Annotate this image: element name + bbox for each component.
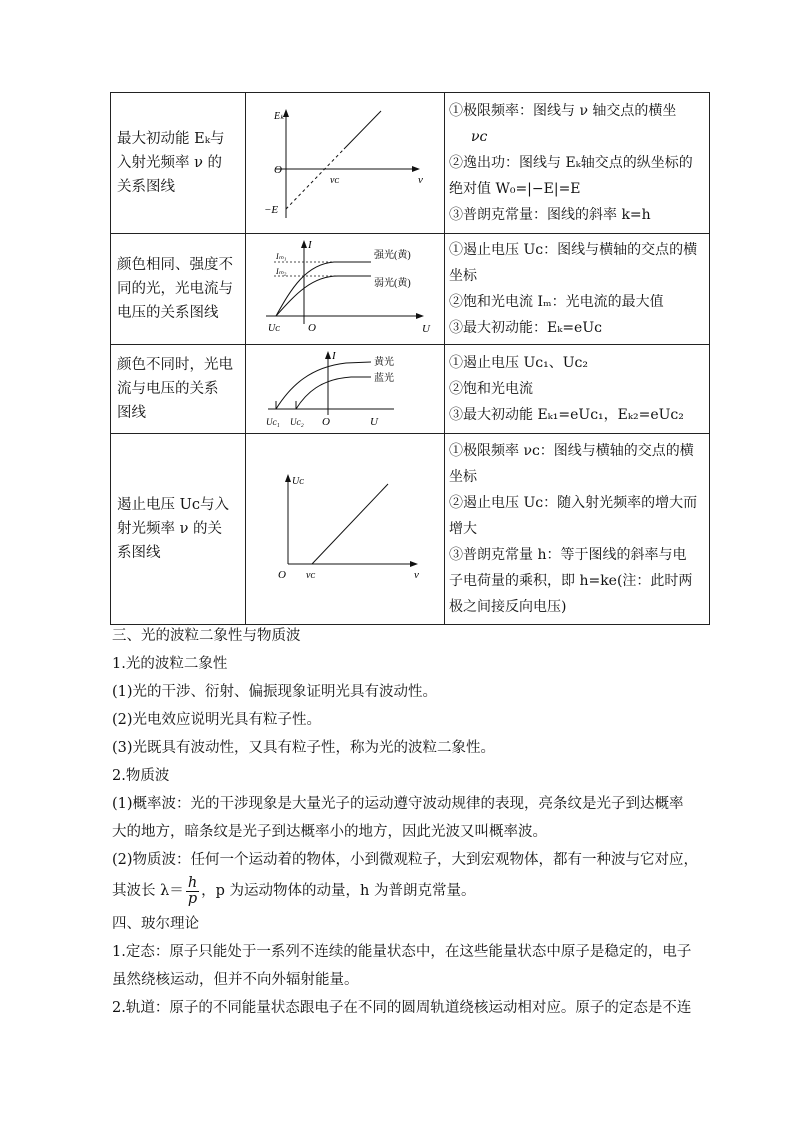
- description-line: ②饱和光电流: [449, 381, 533, 397]
- origin-label: O: [278, 569, 286, 581]
- description-line: ①遏止电压 Uᴄ₁、Uᴄ₂: [449, 355, 588, 371]
- origin-label: O: [322, 416, 330, 428]
- fraction-denominator: p: [187, 890, 198, 907]
- y-intercept-label: −E: [264, 204, 279, 216]
- table-row: [111, 234, 710, 345]
- ek-line: [344, 111, 381, 149]
- label-line: 颜色相同、强度不: [117, 257, 233, 273]
- description-line: 绝对值 W₀=|−E|=E: [449, 181, 581, 197]
- yellow-light-label: 黄光: [374, 357, 394, 368]
- stopping-voltage-1-label: Uᴄ₁: [266, 417, 280, 427]
- paragraph: (3)光既具有波动性，又具有粒子性，称为光的波粒二象性。: [112, 740, 496, 756]
- row-label: [111, 234, 246, 345]
- paragraph: (2)物质波：任何一个运动着的物体，小到微观粒子，大到宏观物体，都有一种波与它对应，: [112, 852, 699, 868]
- paragraph: 1.定态：原子只能处于一系列不连续的能量状态中，在这些能量状态中原子是稳定的，电子: [112, 944, 692, 960]
- uc-line: [312, 484, 388, 564]
- x-axis-arrow: [412, 166, 420, 172]
- description-line: 增大: [449, 521, 477, 537]
- section-4-title: 四、玻尔理论: [112, 916, 199, 932]
- description-line: ③最大初动能 Eₖ₁=eUᴄ₁，Eₖ₂=eUᴄ₂: [449, 407, 684, 423]
- label-line: 射光频率 ν 的关: [117, 521, 223, 537]
- weak-light-label: 弱光(黄): [374, 278, 411, 289]
- description-line: 坐标: [449, 268, 477, 284]
- h-over-p-fraction: [186, 876, 199, 907]
- stopping-voltage-label: Uᴄ: [268, 323, 280, 334]
- y-axis-label: I: [308, 239, 312, 251]
- saturation-current-1-label: Iₘ₁: [276, 252, 287, 261]
- strong-light-curve: [276, 262, 371, 316]
- weak-light-curve: [276, 276, 371, 316]
- yellow-light-curve: [276, 362, 371, 409]
- label-line: 入射光频率 ν 的: [117, 155, 223, 171]
- body-text: [112, 626, 699, 1018]
- table-row: [111, 345, 710, 434]
- y-axis-arrow: [325, 351, 331, 359]
- description-line: ①极限频率 νᴄ：图线与横轴的交点的横: [449, 443, 694, 459]
- description-cell: [445, 345, 710, 434]
- paragraph: (1)光的干涉、衍射、偏振现象证明光具有波动性。: [112, 684, 438, 700]
- description-line: ②饱和光电流 Iₘ：光电流的最大值: [449, 294, 664, 310]
- paragraph: 大的地方，暗条纹是光子到达概率小的地方，因此光波又叫概率波。: [112, 824, 547, 840]
- label-line: 系图线: [117, 545, 161, 561]
- label-line: 电压的关系图线: [117, 305, 219, 321]
- cutoff-frequency-label: νᴄ: [306, 570, 315, 581]
- x-intercept-label: νᴄ: [330, 175, 339, 186]
- current-vs-voltage-intensity-graph: [246, 234, 444, 344]
- description-cell: [445, 93, 710, 234]
- origin-label: O: [274, 164, 282, 176]
- ek-vs-frequency-graph: [246, 93, 444, 233]
- description-line: ③最大初动能：Eₖ=eUᴄ: [449, 320, 602, 336]
- table-row: [111, 93, 710, 234]
- x-axis-arrow: [416, 313, 424, 319]
- label-line: 关系图线: [117, 179, 175, 195]
- graph-cell: [246, 434, 445, 625]
- label-line: 颜色不同时，光电: [117, 357, 233, 373]
- formula-suffix: ，p 为运动物体的动量，h 为普朗克常量。: [201, 883, 476, 899]
- fraction-numerator: h: [187, 874, 198, 891]
- description-cell: [445, 434, 710, 625]
- saturation-current-2-label: Iₘ₂: [276, 267, 287, 276]
- origin-label: O: [308, 322, 316, 334]
- description-line: 极之间接反向电压): [449, 599, 567, 615]
- label-line: 最大初动能 Eₖ与: [117, 131, 225, 147]
- y-axis-label: Uᴄ: [292, 476, 304, 487]
- blue-light-curve: [296, 377, 371, 409]
- x-axis-label: U: [370, 416, 378, 428]
- description-line: 子电荷量的乘积，即 h=ke(注：此时两: [449, 573, 693, 589]
- description-line: ③普朗克常量 h：等于图线的斜率与电: [449, 547, 687, 563]
- current-vs-voltage-color-graph: [246, 345, 444, 433]
- strong-light-label: 强光(黄): [374, 250, 411, 261]
- y-axis-label: Eₖ: [274, 111, 285, 122]
- graph-cell: [246, 345, 445, 434]
- row-label: [111, 434, 246, 625]
- paragraph: 虽然绕核运动，但并不向外辐射能量。: [112, 972, 359, 988]
- y-axis-arrow: [301, 240, 307, 248]
- label-line: 遏止电压 Uᴄ与入: [117, 497, 229, 513]
- description-line: ①极限频率：图线与 ν 轴交点的横坐: [449, 103, 677, 119]
- wavelength-formula-line: [112, 874, 692, 908]
- description-line: ③普朗克常量：图线的斜率 k=h: [449, 207, 651, 223]
- paragraph: (2)光电效应说明光具有粒子性。: [112, 712, 322, 728]
- description-cell: [445, 234, 710, 345]
- row-label: [111, 345, 246, 434]
- x-axis-arrow: [410, 561, 418, 567]
- description-line: ②逸出功：图线与 Eₖ轴交点的纵坐标的: [449, 155, 693, 171]
- description-line: 坐标: [449, 469, 477, 485]
- subsection-title: 1.光的波粒二象性: [112, 656, 228, 672]
- label-line: 图线: [117, 405, 146, 421]
- paragraph: 2.轨道：原子的不同能量状态跟电子在不同的圆周轨道绕核运动相对应。原子的定态是不连: [112, 1000, 692, 1016]
- description-line: ②遏止电压 Uᴄ：随入射光频率的增大而: [449, 495, 698, 511]
- description-line: νᴄ: [471, 129, 488, 145]
- x-axis-label: U: [422, 323, 430, 335]
- graph-cell: [246, 234, 445, 345]
- stopping-voltage-2-label: Uᴄ₂: [290, 417, 304, 427]
- blue-light-label: 蓝光: [374, 373, 394, 384]
- x-axis-label: ν: [414, 569, 419, 581]
- y-axis-arrow: [285, 474, 291, 482]
- formula-prefix: 其波长 λ＝: [112, 883, 184, 899]
- y-axis-label: I: [332, 350, 336, 362]
- graph-cell: [246, 93, 445, 234]
- label-line: 流与电压的关系: [117, 381, 219, 397]
- paragraph: (1)概率波：光的干涉现象是大量光子的运动遵守波动规律的表现，亮条纹是光子到达概率: [112, 796, 684, 812]
- description-line: ①遏止电压 Uᴄ：图线与横轴的交点的横: [449, 242, 698, 258]
- photoelectric-graph-table: [110, 92, 710, 625]
- table-row: [111, 434, 710, 625]
- row-label: [111, 93, 246, 234]
- label-line: 同的光，光电流与: [117, 281, 233, 297]
- uc-vs-frequency-graph: [246, 434, 444, 624]
- subsection-title: 2.物质波: [112, 768, 170, 784]
- section-3-title: 三、光的波粒二象性与物质波: [112, 628, 301, 644]
- x-axis-label: ν: [418, 174, 423, 186]
